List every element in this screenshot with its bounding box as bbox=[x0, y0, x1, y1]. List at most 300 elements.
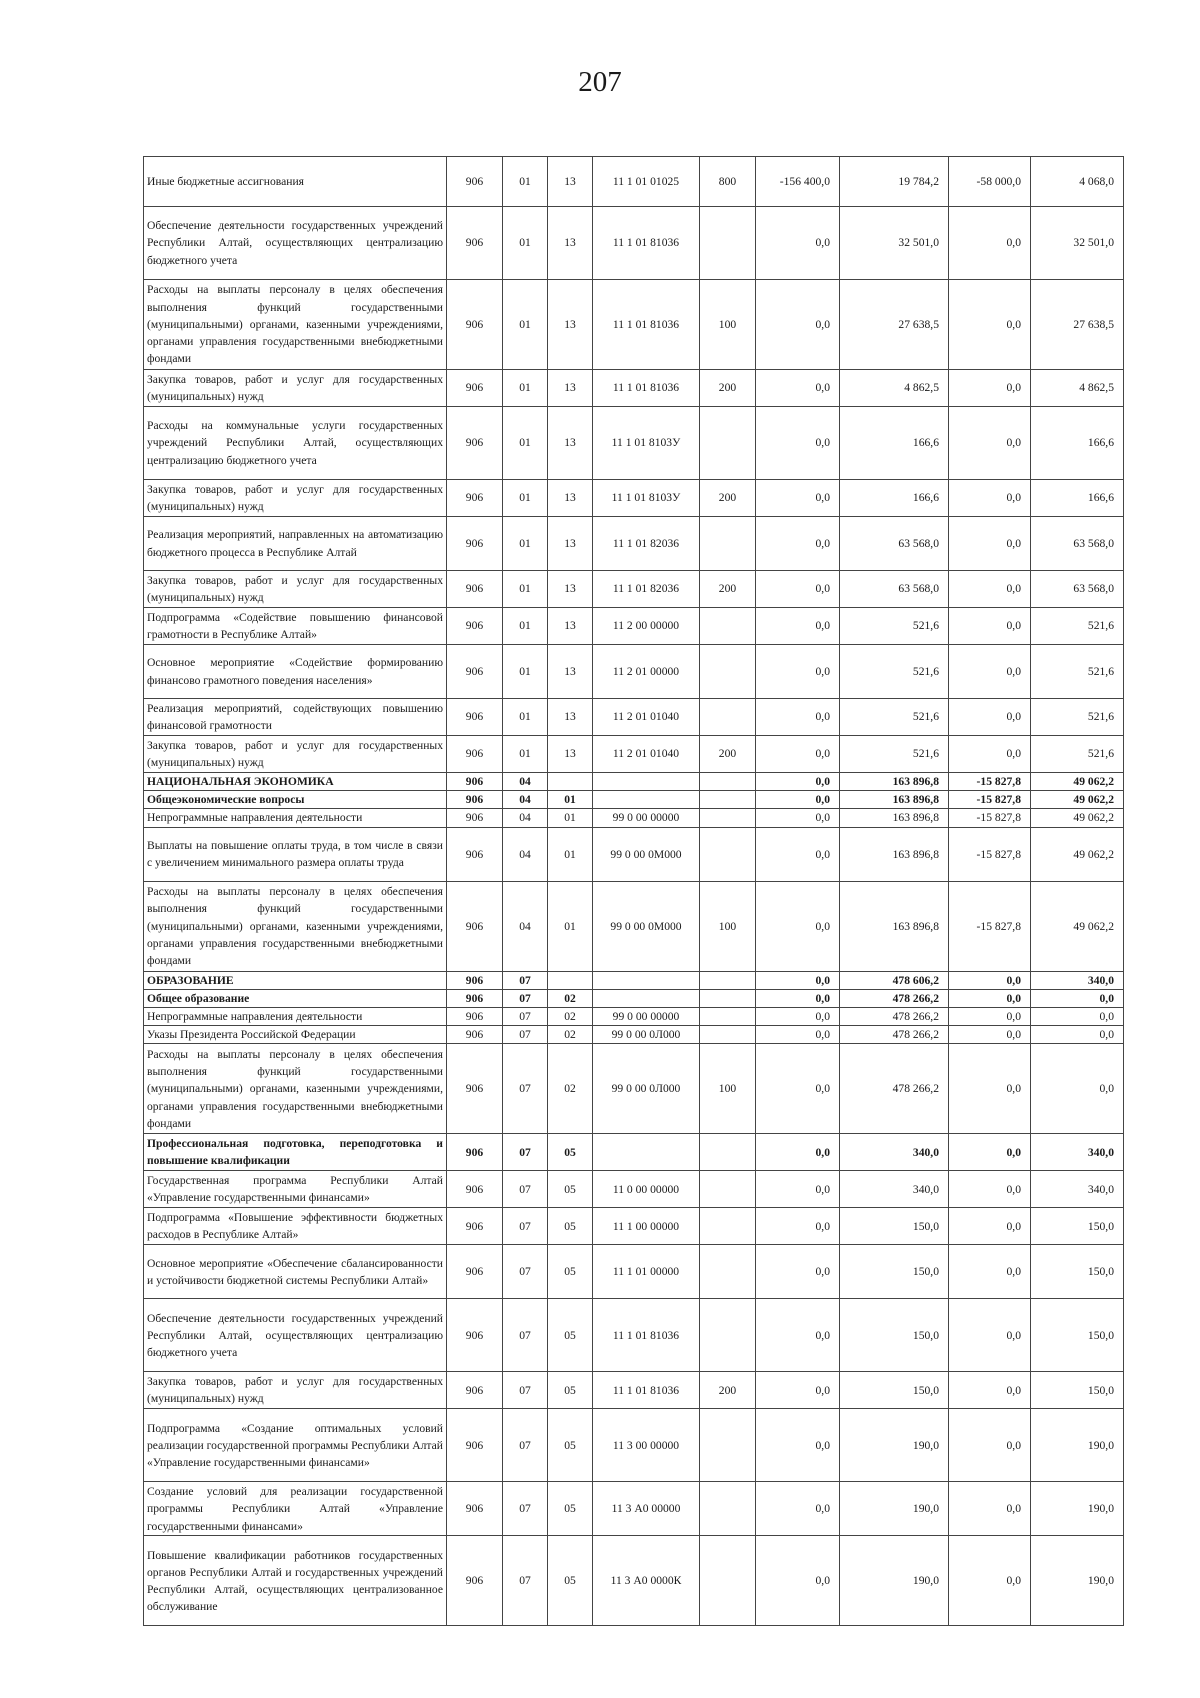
amount-col4: 521,6 bbox=[1031, 645, 1124, 699]
table-row bbox=[144, 699, 1124, 736]
amount-col4: 150,0 bbox=[1031, 1208, 1124, 1245]
row-name: Обеспечение деятельности государственных учреждений Республики Алтай, осуществляющих централизацию бюджетного учета bbox=[144, 207, 447, 280]
table-row bbox=[144, 1482, 1124, 1536]
subsection-code: 05 bbox=[548, 1171, 593, 1208]
target-article-code: 11 1 00 00000 bbox=[593, 1208, 700, 1245]
ved-code: 906 bbox=[447, 1134, 503, 1171]
subsection-code: 05 bbox=[548, 1245, 593, 1299]
amount-col2: 521,6 bbox=[840, 699, 949, 736]
amount-col2: 190,0 bbox=[840, 1536, 949, 1626]
table-row bbox=[144, 736, 1124, 773]
ved-code: 906 bbox=[447, 809, 503, 827]
row-name: Закупка товаров, работ и услуг для государственных (муниципальных) нужд bbox=[144, 1372, 447, 1409]
table-row bbox=[144, 280, 1124, 370]
amount-col3: 0,0 bbox=[949, 1372, 1031, 1409]
target-article-code bbox=[593, 971, 700, 989]
subsection-code: 05 bbox=[548, 1482, 593, 1536]
amount-col2: 163 896,8 bbox=[840, 827, 949, 881]
row-name: Закупка товаров, работ и услуг для государственных (муниципальных) нужд bbox=[144, 370, 447, 407]
expense-type-code bbox=[700, 1482, 756, 1536]
table-row bbox=[144, 1372, 1124, 1409]
amount-col2: 4 862,5 bbox=[840, 370, 949, 407]
amount-col2: 190,0 bbox=[840, 1482, 949, 1536]
amount-col4: 166,6 bbox=[1031, 407, 1124, 480]
expense-type-code: 200 bbox=[700, 480, 756, 517]
subsection-code: 13 bbox=[548, 370, 593, 407]
table-row bbox=[144, 881, 1124, 971]
section-code: 01 bbox=[503, 645, 548, 699]
subsection-code: 05 bbox=[548, 1134, 593, 1171]
expense-type-code bbox=[700, 827, 756, 881]
row-name: Иные бюджетные ассигнования bbox=[144, 157, 447, 207]
target-article-code bbox=[593, 791, 700, 809]
amount-col2: 63 568,0 bbox=[840, 517, 949, 571]
amount-col2: 27 638,5 bbox=[840, 280, 949, 370]
section-code: 04 bbox=[503, 809, 548, 827]
amount-col3: 0,0 bbox=[949, 1044, 1031, 1134]
ved-code: 906 bbox=[447, 157, 503, 207]
amount-col2: 166,6 bbox=[840, 480, 949, 517]
amount-col2: 340,0 bbox=[840, 1134, 949, 1171]
table-row bbox=[144, 989, 1124, 1007]
subsection-code: 13 bbox=[548, 480, 593, 517]
amount-col1: 0,0 bbox=[756, 645, 840, 699]
subsection-code: 05 bbox=[548, 1536, 593, 1626]
row-name: Подпрограмма «Содействие повышению финансовой грамотности в Республике Алтай» bbox=[144, 608, 447, 645]
amount-col3: 0,0 bbox=[949, 989, 1031, 1007]
expense-type-code bbox=[700, 645, 756, 699]
expense-type-code: 800 bbox=[700, 157, 756, 207]
subsection-code: 05 bbox=[548, 1372, 593, 1409]
amount-col4: 4 068,0 bbox=[1031, 157, 1124, 207]
expense-type-code bbox=[700, 207, 756, 280]
row-name: НАЦИОНАЛЬНАЯ ЭКОНОМИКА bbox=[144, 773, 447, 791]
amount-col2: 478 606,2 bbox=[840, 971, 949, 989]
amount-col1: 0,0 bbox=[756, 608, 840, 645]
amount-col2: 163 896,8 bbox=[840, 791, 949, 809]
target-article-code: 11 1 01 81036 bbox=[593, 207, 700, 280]
section-code: 07 bbox=[503, 1245, 548, 1299]
section-code: 04 bbox=[503, 827, 548, 881]
target-article-code: 11 2 00 00000 bbox=[593, 608, 700, 645]
expense-type-code: 100 bbox=[700, 280, 756, 370]
ved-code: 906 bbox=[447, 1482, 503, 1536]
ved-code: 906 bbox=[447, 881, 503, 971]
ved-code: 906 bbox=[447, 1044, 503, 1134]
amount-col3: -15 827,8 bbox=[949, 827, 1031, 881]
amount-col4: 49 062,2 bbox=[1031, 827, 1124, 881]
section-code: 07 bbox=[503, 989, 548, 1007]
amount-col4: 521,6 bbox=[1031, 736, 1124, 773]
expense-type-code bbox=[700, 1134, 756, 1171]
subsection-code: 02 bbox=[548, 1026, 593, 1044]
amount-col4: 0,0 bbox=[1031, 1044, 1124, 1134]
amount-col3: -15 827,8 bbox=[949, 791, 1031, 809]
amount-col2: 63 568,0 bbox=[840, 571, 949, 608]
target-article-code bbox=[593, 1134, 700, 1171]
target-article-code: 11 1 01 81036 bbox=[593, 1299, 700, 1372]
amount-col1: 0,0 bbox=[756, 736, 840, 773]
target-article-code: 11 3 А0 00000 bbox=[593, 1482, 700, 1536]
page-number: 207 bbox=[578, 66, 622, 98]
amount-col3: 0,0 bbox=[949, 1171, 1031, 1208]
row-name: Обеспечение деятельности государственных учреждений Республики Алтай, осуществляющих централизацию бюджетного учета bbox=[144, 1299, 447, 1372]
target-article-code: 99 0 00 0Л000 bbox=[593, 1026, 700, 1044]
target-article-code: 11 1 01 82036 bbox=[593, 517, 700, 571]
ved-code: 906 bbox=[447, 517, 503, 571]
row-name: Повышение квалификации работников государственных органов Республики Алтай и государственных учреждений Республики Алтай, осуществляющих централизованное обслуживание bbox=[144, 1536, 447, 1626]
subsection-code: 05 bbox=[548, 1409, 593, 1482]
amount-col4: 27 638,5 bbox=[1031, 280, 1124, 370]
amount-col1: 0,0 bbox=[756, 407, 840, 480]
amount-col4: 521,6 bbox=[1031, 699, 1124, 736]
section-code: 07 bbox=[503, 1134, 548, 1171]
amount-col2: 166,6 bbox=[840, 407, 949, 480]
ved-code: 906 bbox=[447, 1008, 503, 1026]
table-row bbox=[144, 1171, 1124, 1208]
amount-col3: 0,0 bbox=[949, 517, 1031, 571]
expense-type-code: 200 bbox=[700, 370, 756, 407]
row-name: Общеэкономические вопросы bbox=[144, 791, 447, 809]
ved-code: 906 bbox=[447, 1026, 503, 1044]
row-name: Закупка товаров, работ и услуг для государственных (муниципальных) нужд bbox=[144, 571, 447, 608]
amount-col1: 0,0 bbox=[756, 207, 840, 280]
table-row bbox=[144, 517, 1124, 571]
amount-col2: 163 896,8 bbox=[840, 773, 949, 791]
subsection-code: 13 bbox=[548, 736, 593, 773]
ved-code: 906 bbox=[447, 645, 503, 699]
ved-code: 906 bbox=[447, 370, 503, 407]
amount-col2: 521,6 bbox=[840, 736, 949, 773]
amount-col2: 190,0 bbox=[840, 1409, 949, 1482]
expense-type-code: 100 bbox=[700, 881, 756, 971]
amount-col3: 0,0 bbox=[949, 480, 1031, 517]
expense-type-code bbox=[700, 1171, 756, 1208]
amount-col4: 190,0 bbox=[1031, 1482, 1124, 1536]
row-name: Профессиональная подготовка, переподготовка и повышение квалификации bbox=[144, 1134, 447, 1171]
row-name: Создание условий для реализации государственной программы Республики Алтай «Управление государственными финансами» bbox=[144, 1482, 447, 1536]
amount-col2: 150,0 bbox=[840, 1299, 949, 1372]
row-name: Государственная программа Республики Алтай «Управление государственными финансами» bbox=[144, 1171, 447, 1208]
subsection-code: 13 bbox=[548, 157, 593, 207]
section-code: 01 bbox=[503, 608, 548, 645]
amount-col2: 32 501,0 bbox=[840, 207, 949, 280]
section-code: 07 bbox=[503, 1208, 548, 1245]
amount-col4: 32 501,0 bbox=[1031, 207, 1124, 280]
amount-col3: 0,0 bbox=[949, 407, 1031, 480]
amount-col3: 0,0 bbox=[949, 1482, 1031, 1536]
amount-col4: 150,0 bbox=[1031, 1372, 1124, 1409]
amount-col4: 4 862,5 bbox=[1031, 370, 1124, 407]
subsection-code: 13 bbox=[548, 608, 593, 645]
row-name: Расходы на выплаты персоналу в целях обеспечения выполнения функций государственными (муниципальными) органами, казенными учреждениями, органами управления государственными внебюджетными фондами bbox=[144, 1044, 447, 1134]
ved-code: 906 bbox=[447, 989, 503, 1007]
amount-col1: 0,0 bbox=[756, 370, 840, 407]
ved-code: 906 bbox=[447, 1208, 503, 1245]
expense-type-code: 200 bbox=[700, 571, 756, 608]
amount-col4: 190,0 bbox=[1031, 1409, 1124, 1482]
table-row bbox=[144, 608, 1124, 645]
amount-col3: 0,0 bbox=[949, 699, 1031, 736]
subsection-code bbox=[548, 971, 593, 989]
row-name: Реализация мероприятий, содействующих повышению финансовой грамотности bbox=[144, 699, 447, 736]
amount-col2: 478 266,2 bbox=[840, 1026, 949, 1044]
row-name: Расходы на выплаты персоналу в целях обеспечения выполнения функций государственными (муниципальными) органами, казенными учреждениями, органами управления государственными внебюджетными фондами bbox=[144, 280, 447, 370]
expense-type-code bbox=[700, 407, 756, 480]
amount-col3: 0,0 bbox=[949, 1026, 1031, 1044]
table-row bbox=[144, 971, 1124, 989]
ved-code: 906 bbox=[447, 736, 503, 773]
table-row bbox=[144, 827, 1124, 881]
amount-col2: 521,6 bbox=[840, 645, 949, 699]
amount-col2: 150,0 bbox=[840, 1372, 949, 1409]
target-article-code: 11 2 01 01040 bbox=[593, 699, 700, 736]
section-code: 07 bbox=[503, 1171, 548, 1208]
table-row bbox=[144, 207, 1124, 280]
amount-col1: 0,0 bbox=[756, 881, 840, 971]
row-name: Расходы на коммунальные услуги государственных учреждений Республики Алтай, осуществляющих централизацию бюджетного учета bbox=[144, 407, 447, 480]
section-code: 01 bbox=[503, 207, 548, 280]
table-row bbox=[144, 370, 1124, 407]
amount-col1: 0,0 bbox=[756, 1171, 840, 1208]
amount-col1: 0,0 bbox=[756, 1026, 840, 1044]
amount-col2: 521,6 bbox=[840, 608, 949, 645]
section-code: 07 bbox=[503, 1044, 548, 1134]
target-article-code: 11 1 01 81036 bbox=[593, 280, 700, 370]
target-article-code bbox=[593, 989, 700, 1007]
amount-col4: 49 062,2 bbox=[1031, 809, 1124, 827]
table-row bbox=[144, 407, 1124, 480]
amount-col1: 0,0 bbox=[756, 1409, 840, 1482]
section-code: 01 bbox=[503, 157, 548, 207]
subsection-code: 13 bbox=[548, 280, 593, 370]
amount-col2: 19 784,2 bbox=[840, 157, 949, 207]
subsection-code: 01 bbox=[548, 881, 593, 971]
target-article-code: 99 0 00 0М000 bbox=[593, 881, 700, 971]
amount-col4: 190,0 bbox=[1031, 1536, 1124, 1626]
target-article-code bbox=[593, 773, 700, 791]
amount-col4: 49 062,2 bbox=[1031, 881, 1124, 971]
target-article-code: 99 0 00 00000 bbox=[593, 1008, 700, 1026]
amount-col1: 0,0 bbox=[756, 517, 840, 571]
amount-col3: 0,0 bbox=[949, 1409, 1031, 1482]
table-row bbox=[144, 1245, 1124, 1299]
amount-col2: 163 896,8 bbox=[840, 809, 949, 827]
target-article-code: 11 2 01 01040 bbox=[593, 736, 700, 773]
target-article-code: 11 1 01 8103У bbox=[593, 407, 700, 480]
section-code: 07 bbox=[503, 1299, 548, 1372]
amount-col2: 150,0 bbox=[840, 1208, 949, 1245]
row-name: Закупка товаров, работ и услуг для государственных (муниципальных) нужд bbox=[144, 736, 447, 773]
amount-col1: 0,0 bbox=[756, 571, 840, 608]
section-code: 01 bbox=[503, 370, 548, 407]
ved-code: 906 bbox=[447, 699, 503, 736]
amount-col1: 0,0 bbox=[756, 1536, 840, 1626]
expense-type-code bbox=[700, 1208, 756, 1245]
section-code: 07 bbox=[503, 1536, 548, 1626]
table-row bbox=[144, 1208, 1124, 1245]
amount-col3: 0,0 bbox=[949, 370, 1031, 407]
subsection-code: 02 bbox=[548, 989, 593, 1007]
ved-code: 906 bbox=[447, 1299, 503, 1372]
amount-col3: 0,0 bbox=[949, 645, 1031, 699]
table-row bbox=[144, 1409, 1124, 1482]
amount-col4: 521,6 bbox=[1031, 608, 1124, 645]
subsection-code: 02 bbox=[548, 1044, 593, 1134]
amount-col3: 0,0 bbox=[949, 1245, 1031, 1299]
table-row bbox=[144, 809, 1124, 827]
section-code: 01 bbox=[503, 407, 548, 480]
table-row bbox=[144, 1134, 1124, 1171]
amount-col4: 49 062,2 bbox=[1031, 773, 1124, 791]
section-code: 01 bbox=[503, 480, 548, 517]
target-article-code: 99 0 00 0Л000 bbox=[593, 1044, 700, 1134]
expense-type-code bbox=[700, 1536, 756, 1626]
amount-col1: 0,0 bbox=[756, 827, 840, 881]
row-name: Указы Президента Российской Федерации bbox=[144, 1026, 447, 1044]
amount-col1: 0,0 bbox=[756, 773, 840, 791]
section-code: 04 bbox=[503, 773, 548, 791]
amount-col2: 150,0 bbox=[840, 1245, 949, 1299]
table-row bbox=[144, 480, 1124, 517]
target-article-code: 11 3 А0 0000К bbox=[593, 1536, 700, 1626]
row-name: Непрограммные направления деятельности bbox=[144, 1008, 447, 1026]
section-code: 07 bbox=[503, 1409, 548, 1482]
expense-type-code bbox=[700, 1299, 756, 1372]
expense-type-code bbox=[700, 971, 756, 989]
expense-type-code bbox=[700, 1409, 756, 1482]
target-article-code: 99 0 00 0М000 bbox=[593, 827, 700, 881]
section-code: 07 bbox=[503, 1008, 548, 1026]
subsection-code bbox=[548, 773, 593, 791]
amount-col4: 63 568,0 bbox=[1031, 517, 1124, 571]
amount-col4: 150,0 bbox=[1031, 1299, 1124, 1372]
ved-code: 906 bbox=[447, 571, 503, 608]
row-name: ОБРАЗОВАНИЕ bbox=[144, 971, 447, 989]
target-article-code: 11 1 01 01025 bbox=[593, 157, 700, 207]
row-name: Выплаты на повышение оплаты труда, в том числе в связи с увеличением минимального размера оплаты труда bbox=[144, 827, 447, 881]
section-code: 01 bbox=[503, 517, 548, 571]
row-name: Расходы на выплаты персоналу в целях обеспечения выполнения функций государственными (муниципальными) органами, казенными учреждениями, органами управления государственными внебюджетными фондами bbox=[144, 881, 447, 971]
subsection-code: 13 bbox=[548, 207, 593, 280]
amount-col4: 0,0 bbox=[1031, 989, 1124, 1007]
section-code: 01 bbox=[503, 571, 548, 608]
subsection-code: 13 bbox=[548, 645, 593, 699]
amount-col3: -15 827,8 bbox=[949, 773, 1031, 791]
table-row bbox=[144, 773, 1124, 791]
target-article-code: 99 0 00 00000 bbox=[593, 809, 700, 827]
row-name: Закупка товаров, работ и услуг для государственных (муниципальных) нужд bbox=[144, 480, 447, 517]
amount-col3: 0,0 bbox=[949, 571, 1031, 608]
section-code: 07 bbox=[503, 1482, 548, 1536]
amount-col4: 340,0 bbox=[1031, 971, 1124, 989]
amount-col1: 0,0 bbox=[756, 809, 840, 827]
ved-code: 906 bbox=[447, 207, 503, 280]
subsection-code: 01 bbox=[548, 827, 593, 881]
table-row bbox=[144, 1299, 1124, 1372]
amount-col3: 0,0 bbox=[949, 1208, 1031, 1245]
target-article-code: 11 1 01 82036 bbox=[593, 571, 700, 608]
amount-col1: 0,0 bbox=[756, 1134, 840, 1171]
ved-code: 906 bbox=[447, 608, 503, 645]
subsection-code: 13 bbox=[548, 517, 593, 571]
row-name: Реализация мероприятий, направленных на автоматизацию бюджетного процесса в Республике Алтай bbox=[144, 517, 447, 571]
section-code: 04 bbox=[503, 881, 548, 971]
amount-col4: 166,6 bbox=[1031, 480, 1124, 517]
amount-col1: 0,0 bbox=[756, 1299, 840, 1372]
target-article-code: 11 1 01 81036 bbox=[593, 1372, 700, 1409]
amount-col4: 340,0 bbox=[1031, 1171, 1124, 1208]
row-name: Общее образование bbox=[144, 989, 447, 1007]
subsection-code: 13 bbox=[548, 571, 593, 608]
subsection-code: 13 bbox=[548, 407, 593, 480]
target-article-code: 11 1 01 00000 bbox=[593, 1245, 700, 1299]
subsection-code: 13 bbox=[548, 699, 593, 736]
table-row bbox=[144, 1536, 1124, 1626]
ved-code: 906 bbox=[447, 1372, 503, 1409]
amount-col1: 0,0 bbox=[756, 1372, 840, 1409]
amount-col3: -58 000,0 bbox=[949, 157, 1031, 207]
ved-code: 906 bbox=[447, 1171, 503, 1208]
amount-col3: 0,0 bbox=[949, 207, 1031, 280]
amount-col1: 0,0 bbox=[756, 1245, 840, 1299]
expense-type-code bbox=[700, 809, 756, 827]
amount-col4: 0,0 bbox=[1031, 1008, 1124, 1026]
amount-col2: 478 266,2 bbox=[840, 1008, 949, 1026]
amount-col3: 0,0 bbox=[949, 1536, 1031, 1626]
section-code: 04 bbox=[503, 791, 548, 809]
ved-code: 906 bbox=[447, 773, 503, 791]
section-code: 01 bbox=[503, 736, 548, 773]
ved-code: 906 bbox=[447, 480, 503, 517]
subsection-code: 05 bbox=[548, 1208, 593, 1245]
amount-col1: 0,0 bbox=[756, 699, 840, 736]
amount-col1: 0,0 bbox=[756, 971, 840, 989]
target-article-code: 11 2 01 00000 bbox=[593, 645, 700, 699]
amount-col1: 0,0 bbox=[756, 480, 840, 517]
amount-col3: 0,0 bbox=[949, 971, 1031, 989]
expense-type-code bbox=[700, 1245, 756, 1299]
expense-type-code bbox=[700, 608, 756, 645]
amount-col3: 0,0 bbox=[949, 1008, 1031, 1026]
amount-col2: 478 266,2 bbox=[840, 989, 949, 1007]
amount-col1: 0,0 bbox=[756, 1482, 840, 1536]
amount-col1: 0,0 bbox=[756, 1008, 840, 1026]
amount-col1: -156 400,0 bbox=[756, 157, 840, 207]
amount-col1: 0,0 bbox=[756, 1044, 840, 1134]
amount-col1: 0,0 bbox=[756, 1208, 840, 1245]
row-name: Основное мероприятие «Содействие формированию финансово грамотного поведения населения» bbox=[144, 645, 447, 699]
ved-code: 906 bbox=[447, 280, 503, 370]
ved-code: 906 bbox=[447, 1245, 503, 1299]
expense-type-code bbox=[700, 1026, 756, 1044]
expense-type-code bbox=[700, 791, 756, 809]
subsection-code: 05 bbox=[548, 1299, 593, 1372]
table-row bbox=[144, 571, 1124, 608]
amount-col2: 340,0 bbox=[840, 1171, 949, 1208]
table-row bbox=[144, 1026, 1124, 1044]
ved-code: 906 bbox=[447, 1409, 503, 1482]
amount-col3: -15 827,8 bbox=[949, 881, 1031, 971]
expense-type-code bbox=[700, 699, 756, 736]
expense-type-code: 100 bbox=[700, 1044, 756, 1134]
section-code: 07 bbox=[503, 1372, 548, 1409]
ved-code: 906 bbox=[447, 791, 503, 809]
ved-code: 906 bbox=[447, 1536, 503, 1626]
row-name: Непрограммные направления деятельности bbox=[144, 809, 447, 827]
ved-code: 906 bbox=[447, 971, 503, 989]
budget-table bbox=[143, 156, 1124, 1626]
